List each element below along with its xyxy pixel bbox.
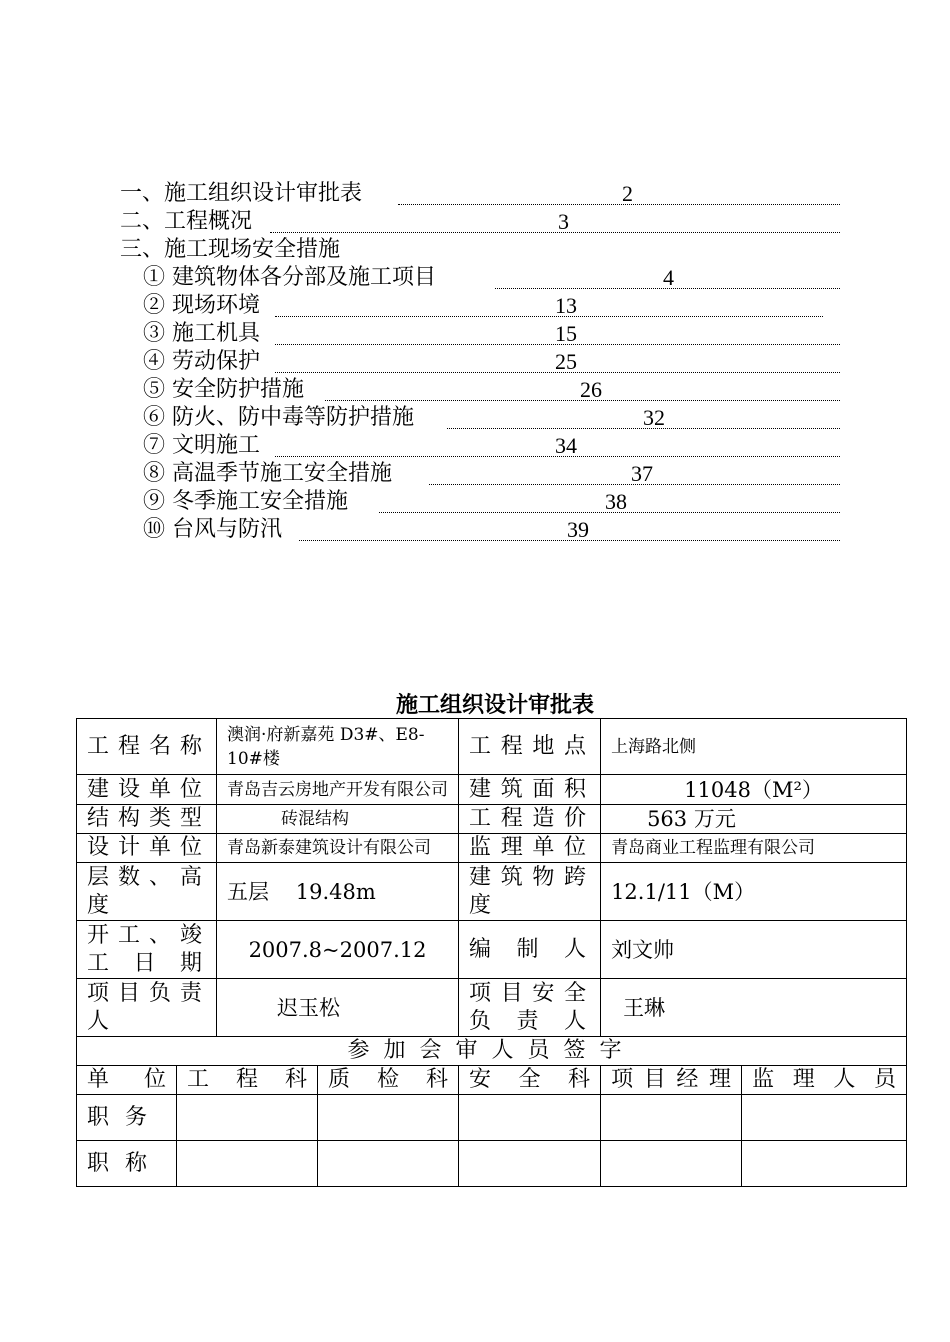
sign-cell[interactable] xyxy=(459,1095,601,1141)
pm-label: 项目负责人 xyxy=(87,980,207,1034)
sign-cell[interactable] xyxy=(742,1095,907,1141)
sign-row-title: 职称 xyxy=(87,1150,147,1176)
cost-label: 工程造价 xyxy=(469,806,591,831)
toc-item xyxy=(143,516,840,544)
structure-value: 砖混结构 xyxy=(217,805,459,834)
sign-cell[interactable] xyxy=(177,1095,318,1141)
toc-page: 32 xyxy=(643,405,665,430)
safety-value: 王琳 xyxy=(601,979,907,1037)
toc-page: 39 xyxy=(567,517,589,542)
leader-dots xyxy=(270,232,840,233)
toc-page: 26 xyxy=(580,377,602,402)
toc-label: ⑥ 防火、防中毒等防护措施 xyxy=(143,405,414,430)
location-label: 工程地点 xyxy=(469,733,591,759)
toc-label: ⑨ 冬季施工安全措施 xyxy=(143,489,348,514)
area-value: 11048（M²） xyxy=(601,775,907,805)
toc-item xyxy=(143,460,840,488)
author-label: 编制人 xyxy=(469,936,591,962)
toc-item xyxy=(120,180,840,208)
toc-page: 4 xyxy=(663,265,674,290)
toc-item xyxy=(120,208,840,236)
toc-label: ② 现场环境 xyxy=(143,293,260,318)
floors-value: 五层 19.48m xyxy=(217,863,459,921)
form-title: 施工组织设计审批表 xyxy=(395,693,594,718)
sign-row-position: 职务 xyxy=(87,1104,147,1130)
toc-label: 三、施工现场安全措施 xyxy=(120,237,341,262)
toc-label: ① 建筑物体各分部及施工项目 xyxy=(143,265,436,290)
designer-label: 设计单位 xyxy=(87,835,207,860)
designer-value: 青岛新泰建筑设计有限公司 xyxy=(217,834,459,863)
toc-page: 3 xyxy=(558,209,569,234)
sign-col-pm: 项目经理 xyxy=(611,1067,732,1092)
project-name-label: 工程名称 xyxy=(87,733,207,759)
leader-dots xyxy=(275,316,823,317)
sign-cell[interactable] xyxy=(742,1141,907,1187)
toc-label: ⑩ 台风与防汛 xyxy=(143,517,282,542)
pm-value: 迟玉松 xyxy=(217,979,459,1037)
span-value: 12.1/11（M） xyxy=(601,863,907,921)
toc-page: 25 xyxy=(555,349,577,374)
sign-col-safety: 安全科 xyxy=(469,1067,591,1092)
sign-col-engineering: 工程科 xyxy=(187,1067,308,1092)
toc-item xyxy=(120,236,840,264)
toc-item xyxy=(143,488,840,516)
sign-cell[interactable] xyxy=(459,1141,601,1187)
toc-page: 15 xyxy=(555,321,577,346)
toc-label: ⑦ 文明施工 xyxy=(143,433,260,458)
sign-col-unit: 单位 xyxy=(87,1067,166,1092)
toc-item xyxy=(143,404,840,432)
sign-col-supervisor: 监理人员 xyxy=(752,1067,897,1092)
toc-label: ⑧ 高温季节施工安全措施 xyxy=(143,461,392,486)
area-label: 建筑面积 xyxy=(469,776,591,802)
location-value: 上海路北侧 xyxy=(601,719,907,775)
sign-cell[interactable] xyxy=(318,1141,459,1187)
toc-page: 2 xyxy=(622,181,633,206)
toc-item xyxy=(143,432,840,460)
toc-page: 34 xyxy=(555,433,577,458)
dates-value: 2007.8~2007.12 xyxy=(217,921,459,979)
toc-page: 13 xyxy=(555,293,577,318)
sign-cell[interactable] xyxy=(601,1095,742,1141)
owner-value: 青岛吉云房地产开发有限公司 xyxy=(217,775,459,805)
toc-item xyxy=(143,348,840,376)
sign-cell[interactable] xyxy=(318,1095,459,1141)
sign-cell[interactable] xyxy=(601,1141,742,1187)
toc-item xyxy=(143,264,840,292)
sign-cell[interactable] xyxy=(177,1141,318,1187)
owner-label: 建设单位 xyxy=(87,776,207,802)
structure-label: 结构类型 xyxy=(87,806,207,831)
supervisor-label: 监理单位 xyxy=(469,835,591,860)
toc-item xyxy=(143,320,840,348)
floors-label: 层数、高度 xyxy=(87,864,207,918)
review-header: 参加会审人员签字 xyxy=(347,1038,636,1063)
safety-label: 项目安全负责人 xyxy=(469,980,591,1034)
sign-col-quality: 质检科 xyxy=(328,1067,449,1092)
toc-label: ④ 劳动保护 xyxy=(143,349,260,374)
toc-item xyxy=(143,292,823,320)
toc-label: ⑤ 安全防护措施 xyxy=(143,377,304,402)
toc-label: ③ 施工机具 xyxy=(143,321,260,346)
toc-label: 一、施工组织设计审批表 xyxy=(120,181,363,206)
project-name-value: 澳润·府新嘉苑 D3#、E8-10#楼 xyxy=(217,719,459,775)
cost-value: 563 万元 xyxy=(601,805,907,834)
supervisor-value: 青岛商业工程监理有限公司 xyxy=(601,834,907,863)
toc-item xyxy=(143,376,840,404)
dates-label: 开工、竣工日期 xyxy=(87,922,207,976)
span-label: 建筑物跨度 xyxy=(469,864,591,918)
toc-label: 二、工程概况 xyxy=(120,209,253,234)
author-value: 刘文帅 xyxy=(601,921,907,979)
toc-page: 37 xyxy=(631,461,653,486)
toc-page: 38 xyxy=(605,489,627,514)
approval-form-table xyxy=(76,718,907,1187)
leader-dots xyxy=(398,204,840,205)
